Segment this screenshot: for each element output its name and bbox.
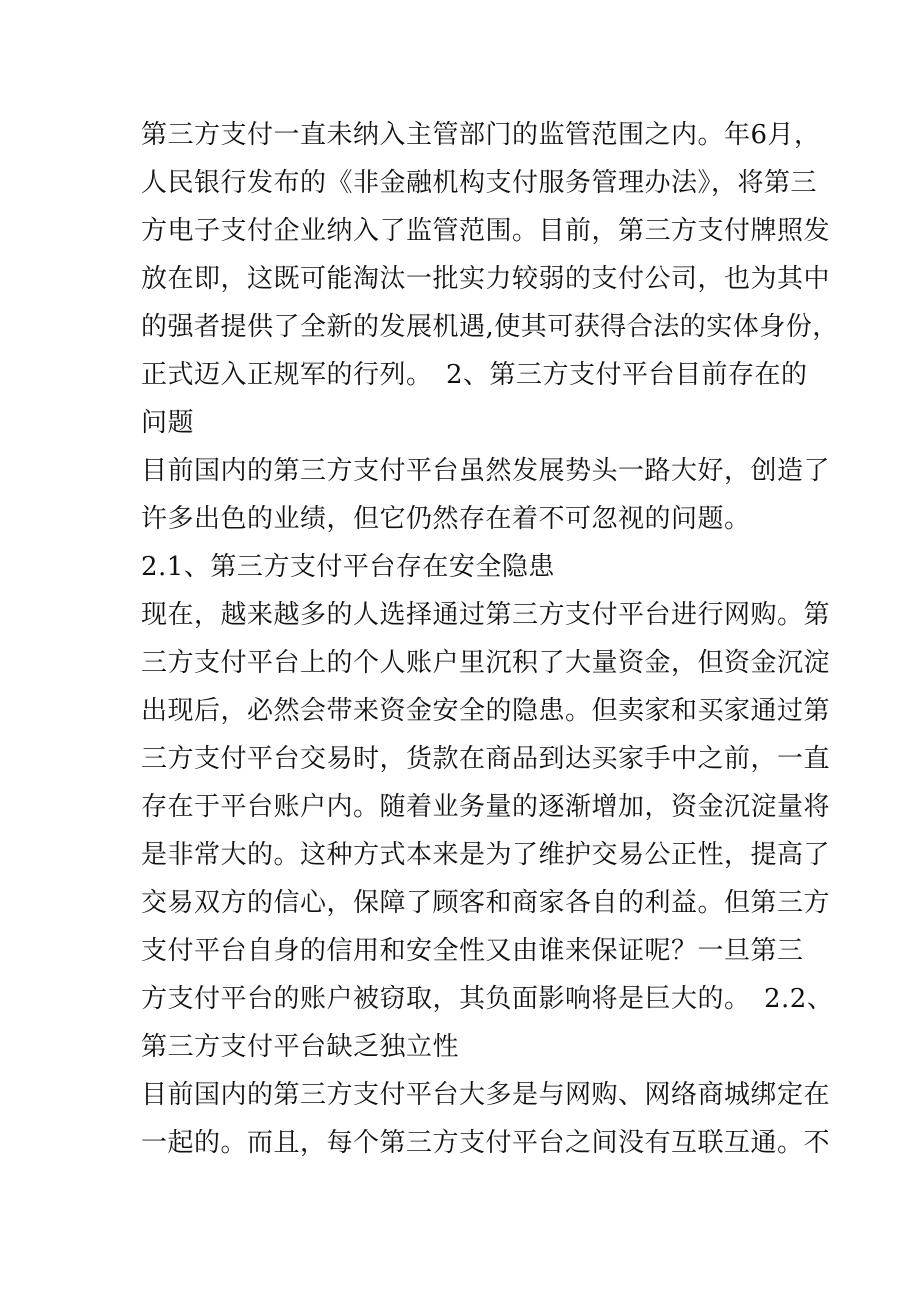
text-line: 支付平台自身的信用和安全性又由谁来保证呢？一旦第三 <box>141 936 804 966</box>
text-line: 问题 <box>141 408 195 438</box>
text-line: 人民银行发布的《非金融机构支付服务管理办法》，将第三 <box>141 168 818 198</box>
text-line: 现在，越来越多的人选择通过第三方支付平台进行网购。第 <box>141 600 831 630</box>
text-line: 一起的。而且，每个第三方支付平台之间没有互联互通。不 <box>141 1128 831 1158</box>
text-line: 正式迈入正规军的行列。 2、第三方支付平台目前存在的 <box>141 360 808 390</box>
text-line: 目前国内的第三方支付平台虽然发展势头一路大好，创造了 <box>141 456 831 486</box>
text-line: 许多出色的业绩，但它仍然存在着不可忽视的问题。 <box>141 504 751 534</box>
text-line: 存在于平台账户内。随着业务量的逐渐增加，资金沉淀量将 <box>141 792 831 822</box>
text-line: 出现后，必然会带来资金安全的隐患。但卖家和买家通过第 <box>141 696 831 726</box>
text-line: 的强者提供了全新的发展机遇,使其可获得合法的实体身份， <box>141 312 839 342</box>
text-line: 交易双方的信心，保障了顾客和商家各自的利益。但第三方 <box>141 888 831 918</box>
text-line: 第三方支付一直未纳入主管部门的监管范围之内。年6月， <box>141 120 821 150</box>
section-heading: 第三方支付平台缺乏独立性 <box>141 1032 460 1062</box>
text-line: 方支付平台的账户被窃取，其负面影响将是巨大的。 2.2、 <box>141 984 834 1014</box>
text-line: 放在即，这既可能淘汰一批实力较弱的支付公司，也为其中 <box>141 264 831 294</box>
text-line: 是非常大的。这种方式本来是为了维护交易公正性，提高了 <box>141 840 831 870</box>
text-line: 目前国内的第三方支付平台大多是与网购、网络商城绑定在 <box>141 1080 831 1110</box>
section-heading: 2.1、第三方支付平台存在安全隐患 <box>141 552 555 582</box>
text-line: 方电子支付企业纳入了监管范围。目前，第三方支付牌照发 <box>141 216 831 246</box>
text-line: 三方支付平台交易时，货款在商品到达买家手中之前，一直 <box>141 744 831 774</box>
text-line: 三方支付平台上的个人账户里沉积了大量资金，但资金沉淀 <box>141 648 831 678</box>
